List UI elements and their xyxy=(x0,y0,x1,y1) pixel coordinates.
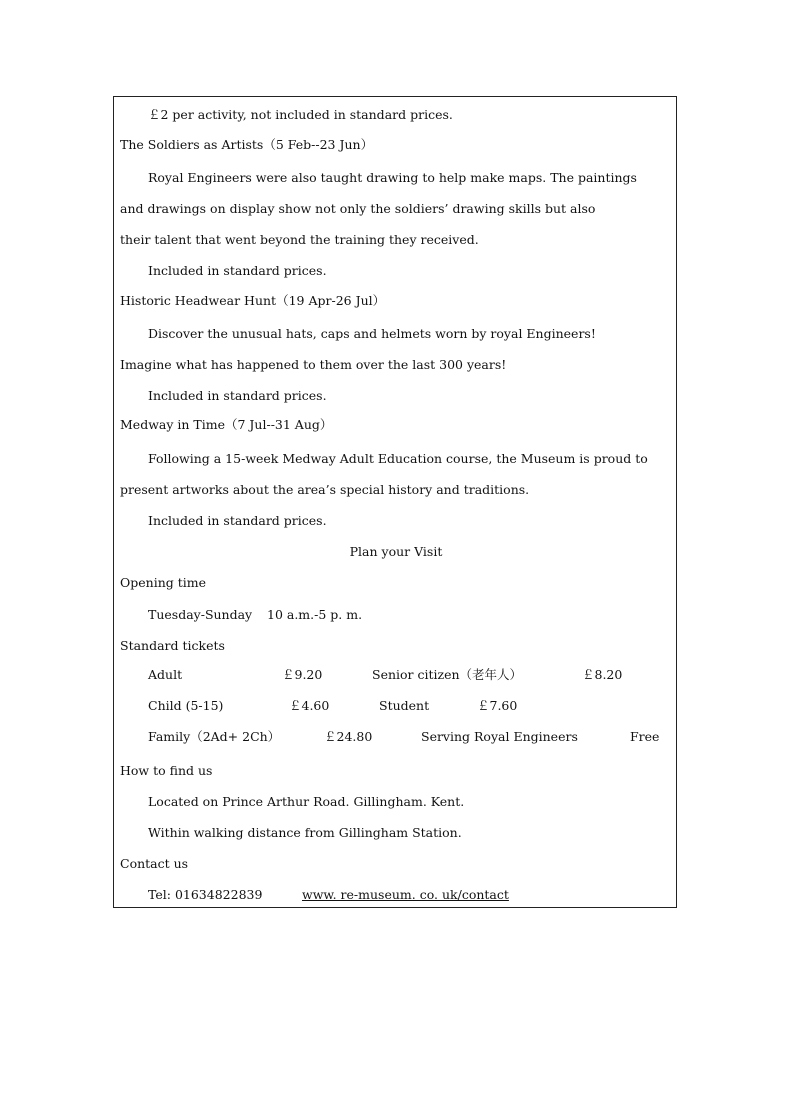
exhibit-title-medway-in-time: Medway in Time（7 Jul--31 Aug） xyxy=(120,417,333,432)
exhibit-desc-line: Discover the unusual hats, caps and helmets worn by royal Engineers! xyxy=(148,326,596,341)
ticket-adult-price: ￡9.20 xyxy=(282,667,323,682)
contact-website-link[interactable]: www. re-museum. co. uk/contact xyxy=(302,887,509,902)
ticket-senior-label: Senior citizen（老年人） xyxy=(372,667,523,682)
exhibit-desc-line: Following a 15-week Medway Adult Education course, the Museum is proud to xyxy=(148,451,648,466)
opening-time-label: Opening time xyxy=(120,575,206,590)
find-us-address: Located on Prince Arthur Road. Gillingham. Kent. xyxy=(148,794,465,809)
exhibit-price: Included in standard prices. xyxy=(148,388,327,403)
ticket-engineers-price: Free xyxy=(630,729,660,744)
ticket-family-price: ￡24.80 xyxy=(324,729,373,744)
ticket-student-price: ￡7.60 xyxy=(477,698,518,713)
opening-days: Tuesday-Sunday xyxy=(148,607,253,622)
exhibit-price: Included in standard prices. xyxy=(148,263,327,278)
standard-tickets-label: Standard tickets xyxy=(120,638,225,653)
exhibit-price: Included in standard prices. xyxy=(148,513,327,528)
exhibit-title-soldiers-artists: The Soldiers as Artists（5 Feb--23 Jun） xyxy=(120,137,374,152)
exhibit-desc-line: present artworks about the area’s special history and traditions. xyxy=(120,482,530,497)
ticket-senior-price: ￡8.20 xyxy=(582,667,623,682)
exhibit-desc-line: and drawings on display show not only the soldiers’ drawing skills but also xyxy=(120,201,596,216)
contact-tel: Tel: 01634822839 xyxy=(148,887,263,902)
ticket-child-label: Child (5-15) xyxy=(148,698,224,713)
exhibit-desc-line: Royal Engineers were also taught drawing to help make maps. The paintings xyxy=(148,170,637,185)
info-table xyxy=(113,96,677,908)
exhibit-desc-line: Imagine what has happened to them over the last 300 years! xyxy=(120,357,507,372)
ticket-student-label: Student xyxy=(379,698,430,713)
exhibit-desc-line: their talent that went beyond the training they received. xyxy=(120,232,479,247)
ticket-child-price: ￡4.60 xyxy=(289,698,330,713)
find-us-label: How to find us xyxy=(120,763,213,778)
contact-label: Contact us xyxy=(120,856,189,871)
opening-hours: 10 a.m.-5 p. m. xyxy=(267,607,363,622)
ticket-adult-label: Adult xyxy=(148,667,183,682)
exhibit-title-headwear-hunt: Historic Headwear Hunt（19 Apr-26 Jul） xyxy=(120,293,386,308)
ticket-engineers-label: Serving Royal Engineers xyxy=(421,729,578,744)
find-us-station: Within walking distance from Gillingham Station. xyxy=(148,825,462,840)
ticket-family-label: Family（2Ad+ 2Ch） xyxy=(148,729,281,744)
pricing-note: ￡2 per activity, not included in standard prices. xyxy=(148,107,453,122)
plan-visit-heading: Plan your Visit xyxy=(349,544,443,559)
